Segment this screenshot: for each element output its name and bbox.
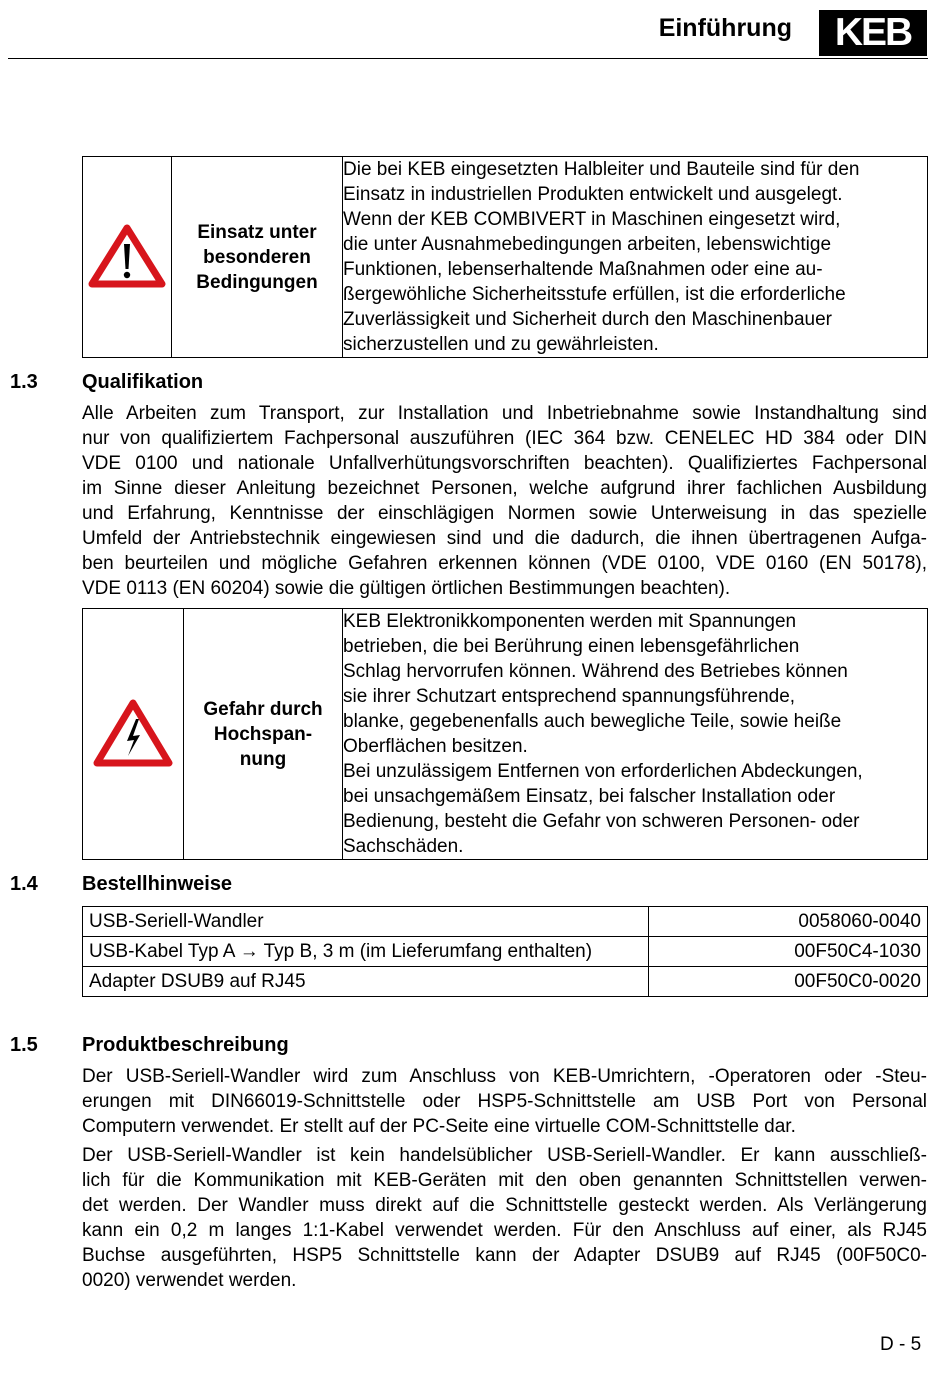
text-line: ßergewöhliche Sicherheitsstufe erfüllen, ist die erforderliche (343, 284, 846, 305)
text-line: bei unsachgemäßem Einsatz, bei falscher Installation oder (343, 786, 836, 807)
paragraph-line: Buchse ausgeführten, HSP5 Schnittstelle kann der Adapter DSUB9 auf RJ45 (00F50C0- (82, 1245, 927, 1266)
paragraph-line: Alle Arbeiten zum Transport, zur Installation und Inbetriebnahme sowie Instandhaltung sind (82, 403, 927, 424)
warning-voltage-text (343, 609, 928, 860)
text-line: KEB Elektronikkomponenten werden mit Spannungen (343, 611, 797, 632)
section-title-bestellhinweise: Bestellhinweise (82, 873, 233, 895)
text-line: Sachschäden. (343, 836, 464, 857)
text-line: Funktionen, lebenserhaltende Maßnahmen oder eine au- (343, 259, 823, 280)
section-title-produktbeschreibung: Produktbeschreibung (82, 1034, 289, 1056)
text-line: Einsatz in industriellen Produkten entwickelt und ausgelegt. (343, 184, 843, 205)
text-line: sie ihrer Schutzart entsprechend spannungsführende, (343, 686, 796, 707)
paragraph-line: nur von qualifiziertem Fachpersonal auszuführen (IEC 364 bzw. CENELEC HD 384 oder DIN (82, 428, 927, 449)
item-text: Typ B, 3 m (im Lieferumfang enthalten) (263, 940, 593, 962)
label-line: Bedingungen (196, 271, 318, 293)
logo-text: KEB (834, 11, 912, 54)
order-code: 0058060-0040 (649, 907, 928, 937)
text-line: Wenn der KEB COMBIVERT in Maschinen eingesetzt wird, (343, 209, 841, 230)
paragraph-line: Der USB-Seriell-Wandler wird zum Anschluss von KEB-Umrichtern, -Operatoren oder -Steu- (82, 1066, 927, 1087)
text-line: Oberflächen besitzen. (343, 736, 528, 757)
header-title: Einführung (658, 14, 792, 42)
paragraph-line: Umfeld der Antriebstechnik eingewiesen sind und die dadurch, die ihnen übertragenen Aufga- (82, 528, 927, 549)
paragraph-line: erungen mit DIN66019-Schnittstelle oder HSP5-Schnittstelle am USB Port von Personal (82, 1091, 927, 1112)
section-number: 1.3 (10, 371, 38, 393)
paragraph-line: kann ein 0,2 m langes 1:1-Kabel verwendet werden. Für den Anschluss auf einer, als RJ45 (82, 1220, 927, 1241)
label-line: Hochspan- (213, 723, 313, 745)
paragraph-line: det werden. Der Wandler muss direkt auf die Schnittstelle gesteckt werden. Als Verlängerung (82, 1195, 927, 1216)
table-row (83, 967, 928, 997)
produktbeschreibung-paragraph-2 (82, 1143, 927, 1293)
section-title-qualifikation: Qualifikation (82, 371, 204, 393)
order-item: USB-Seriell-Wandler (83, 907, 649, 937)
voltage-icon-cell (83, 609, 184, 860)
warning-special-label (172, 157, 343, 358)
order-item (83, 937, 649, 967)
warning-special-text (343, 157, 928, 358)
paragraph-line: lich für die Kommunikation mit KEB-Geräten mit den oben genannten Schnittstellen verwen- (82, 1170, 927, 1191)
warning-icon-cell (83, 157, 172, 358)
table-row (83, 907, 928, 937)
text-line: Schlag hervorrufen können. Während des Betriebes können (343, 661, 848, 682)
section-number: 1.4 (10, 873, 38, 895)
produktbeschreibung-paragraph-1 (82, 1064, 927, 1139)
order-table (82, 906, 928, 997)
text-line: blanke, gegebenenfalls auch bewegliche Teile, sowie heiße (343, 711, 842, 732)
text-line: die unter Ausnahmebedingungen arbeiten, lebenswichtige (343, 234, 832, 255)
item-text: USB-Kabel Typ A (89, 940, 235, 962)
warning-exclamation-icon (87, 222, 167, 288)
order-item: Adapter DSUB9 auf RJ45 (83, 967, 649, 997)
paragraph-line: ben beurteilen und mögliche Gefahren erkennen können (VDE 0100, VDE 0160 (EN 50178), (82, 553, 927, 574)
high-voltage-warning-icon (92, 697, 174, 767)
paragraph-line: Computern verwendet. Er stellt auf der PC-Seite eine virtuelle COM-Schnittstelle dar. (82, 1116, 796, 1137)
text-line: betrieben, die bei Berührung einen lebensgefährlichen (343, 636, 800, 657)
section-number: 1.5 (10, 1034, 38, 1056)
label-line: besonderen (203, 246, 311, 268)
label-line: Einsatz unter (197, 221, 317, 243)
label-line: Gefahr durch (203, 698, 323, 720)
paragraph-line: 0020) verwendet werden. (82, 1270, 297, 1291)
arrow-right-icon: → (239, 940, 259, 962)
keb-logo (819, 10, 927, 56)
header-divider (8, 58, 928, 59)
qualifikation-paragraph (82, 401, 927, 601)
text-line: sicherzustellen und zu gewährleisten. (343, 334, 659, 355)
paragraph-line: im Sinne dieser Anleitung bezeichnet Personen, welche aufgrund ihrer fachlichen Ausbildung (82, 478, 927, 499)
text-line: Bedienung, besteht die Gefahr von schweren Personen- oder (343, 811, 860, 832)
text-line: Bei unzulässigem Entfernen von erforderlichen Abdeckungen, (343, 761, 863, 782)
paragraph-line: Der USB-Seriell-Wandler ist kein handelsüblicher USB-Seriell-Wandler. Er kann ausschließ- (82, 1145, 927, 1166)
text-line: Die bei KEB eingesetzten Halbleiter und Bauteile sind für den (343, 159, 860, 180)
paragraph-line: VDE 0113 (EN 60204) sowie die gültigen örtlichen Bestimmungen beachten). (82, 578, 731, 599)
label-line: nung (239, 748, 287, 770)
paragraph-line: und Erfahrung, Kenntnisse der einschlägigen Normen sowie Unterweisung in das spezielle (82, 503, 927, 524)
paragraph-line: VDE 0100 und nationale Unfallverhütungsvorschriften beachten). Qualifiziertes Fachpersonal (82, 453, 927, 474)
page-number: D - 5 (880, 1334, 922, 1355)
warning-voltage-label (184, 609, 343, 860)
warning-high-voltage-box (82, 608, 928, 860)
order-code: 00F50C0-0020 (649, 967, 928, 997)
order-code: 00F50C4-1030 (649, 937, 928, 967)
text-line: Zuverlässigkeit und Sicherheit durch den Maschinenbauer (343, 309, 832, 330)
table-row (83, 937, 928, 967)
warning-special-conditions-box (82, 156, 928, 358)
